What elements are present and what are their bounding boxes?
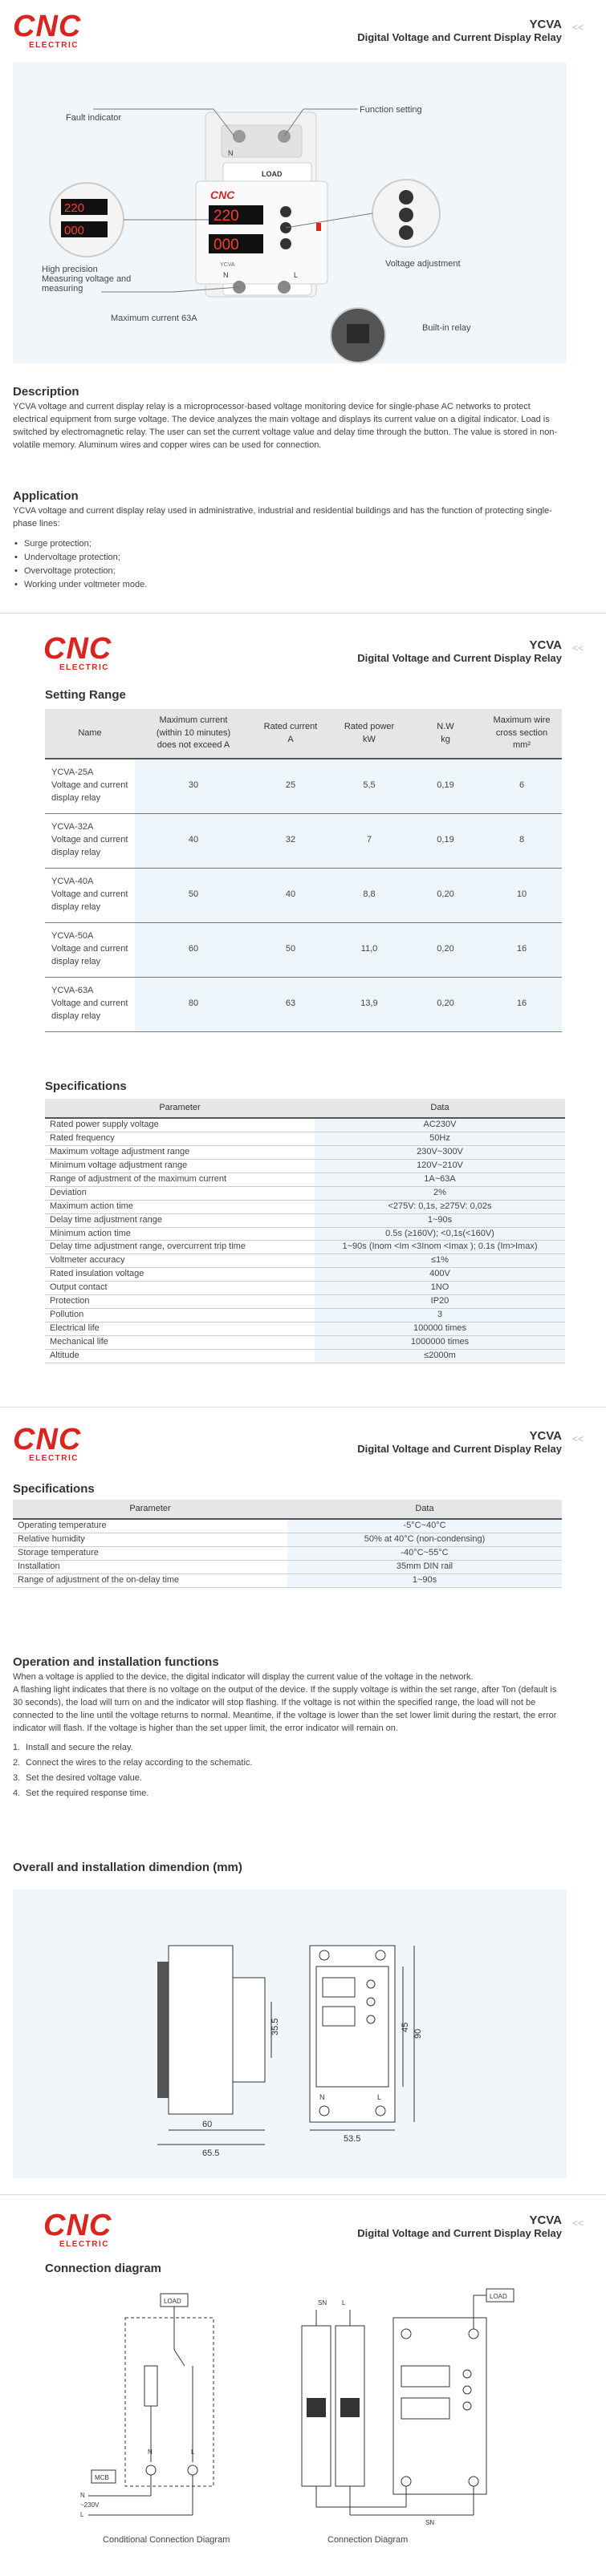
data-cell: 1NO: [315, 1282, 565, 1295]
conn-n-1: N: [148, 2448, 153, 2456]
logo-text: CNC: [43, 632, 112, 666]
logo-text: CNC: [13, 1423, 82, 1456]
list-item: • Surge protection;: [13, 537, 567, 551]
column-header: Parameter: [13, 1500, 287, 1519]
header-2: [0, 613, 606, 672]
table-cell: 13,9: [329, 977, 409, 1031]
table-cell: 16: [482, 977, 562, 1031]
data-cell: ≤1%: [315, 1254, 565, 1268]
data-cell: 3: [315, 1309, 565, 1322]
table-row: [45, 1322, 565, 1336]
operation-text-2: A flashing light indicates that there is no voltage on the output of the device. If the supply voltage is within the set range, after Ton (default is 30 seconds), the load will turn on and the indicator will stop flashing. If the voltage is not within the specified range, the load will not be connected to the line until the voltage returns to normal. Meantime, if the voltage is lower than the set lower limit during the restart, the error indicator will flash. If the voltage is higher than the set upper limit, the error indicator will remain on.: [13, 1685, 557, 1733]
cnc-logo: [43, 634, 132, 670]
dim-90: 90: [413, 2028, 423, 2039]
product-subtitle: Digital Voltage and Current Display Relay: [357, 31, 562, 43]
specifications-table: [45, 1099, 565, 1363]
column-header: N.W kg: [409, 709, 482, 759]
data-cell: -5°C~40°C: [287, 1519, 562, 1533]
table-row: [45, 1309, 565, 1322]
parameter-cell: Voltmeter accuracy: [45, 1254, 315, 1268]
column-header: Data: [315, 1099, 565, 1118]
operation-text-1: When a voltage is applied to the device, the digital indicator will display the current value of the voltage in the network.: [13, 1672, 474, 1682]
zoom-display-2: 000: [64, 224, 85, 237]
table-cell: 0,19: [409, 759, 482, 813]
table-row: [45, 1186, 565, 1200]
device-load-label: LOAD: [262, 170, 283, 178]
table-cell: 0,20: [409, 922, 482, 977]
conn-sn-bottom: SN: [425, 2519, 435, 2526]
setting-range-title: Setting Range: [45, 688, 126, 702]
logo-subtext: ELECTRIC: [29, 41, 79, 50]
data-cell: 1000000 times: [315, 1336, 565, 1350]
column-header: Maximum wire cross section mm²: [482, 709, 562, 759]
table-cell: YCVA-50A Voltage and current display relay: [45, 922, 135, 977]
table-row: [45, 1213, 565, 1227]
data-cell: 120V~210V: [315, 1159, 565, 1173]
parameter-cell: Operating temperature: [13, 1519, 287, 1533]
description-text: YCVA voltage and current display relay is a microprocessor-based voltage monitoring device for single-phase AC networks to protect electrical equipment from surge voltage. The device analyzes the main voltage and displays its current value on a digital indicator. Load is switched by electromagnetic relay. The user can set the current voltage value and delay time through the button. The value is stored in non-volatile memory. Aluminum wires and copper wires can be used for connection.: [13, 402, 558, 450]
display-current: 000: [214, 237, 239, 253]
operation-steps: [13, 1740, 567, 1801]
table-row: [45, 1241, 565, 1254]
data-cell: 0.5s (≥160V); <0,1s(<160V): [315, 1227, 565, 1241]
table-row: [13, 1546, 562, 1560]
list-item: • Overvoltage protection;: [13, 565, 567, 578]
table-row: [13, 1574, 562, 1587]
device-illustration: [13, 63, 567, 363]
cnc-logo: [13, 1424, 101, 1461]
device-n-bottom: N: [223, 271, 229, 279]
column-header: Name: [45, 709, 135, 759]
conn-load-2: LOAD: [490, 2293, 507, 2300]
parameter-cell: Mechanical life: [45, 1336, 315, 1350]
table-row: [45, 1349, 565, 1363]
data-cell: 35mm DIN rail: [287, 1560, 562, 1574]
table-row: [45, 1295, 565, 1309]
caption-connection: Connection Diagram: [327, 2535, 409, 2545]
caption-conditional: Conditional Connection Diagram: [103, 2535, 230, 2545]
specifications-body: [45, 1118, 565, 1363]
table-cell: 25: [252, 759, 329, 813]
callout-maximum-current: Maximum current 63A: [111, 314, 197, 323]
data-cell: 1~90s (Inom <Im <3Inom <Imax ); 0.1s (Im>Imax): [315, 1241, 565, 1254]
dim-n-label: N: [319, 2093, 325, 2101]
conn-l-in: L: [80, 2511, 84, 2518]
dimension-drawing-panel: [13, 1889, 567, 2178]
logo-subtext: ELECTRIC: [29, 1454, 79, 1463]
hero-image-panel: [13, 63, 567, 363]
data-cell: 50% at 40°C (non-condensing): [287, 1533, 562, 1546]
dim-53-5: 53.5: [344, 2134, 361, 2144]
table-row: [45, 1200, 565, 1213]
dim-65-5: 65.5: [202, 2149, 220, 2158]
conn-load-1: LOAD: [164, 2298, 181, 2305]
cnc-logo: [13, 11, 101, 48]
table-cell: YCVA-25A Voltage and current display relay: [45, 759, 135, 813]
conn-sn: SN: [318, 2299, 327, 2307]
column-header: Rated current A: [252, 709, 329, 759]
list-item: 3. Set the desired voltage value.: [13, 1773, 142, 1783]
table-cell: 30: [135, 759, 252, 813]
model-title: YCVA: [529, 2213, 562, 2227]
data-cell: 400V: [315, 1268, 565, 1282]
data-cell: -40°C~55°C: [287, 1546, 562, 1560]
data-cell: 50Hz: [315, 1132, 565, 1145]
table-cell: 50: [252, 922, 329, 977]
table-row: [45, 813, 562, 868]
column-header: Rated power kW: [329, 709, 409, 759]
operation-title: Operation and installation functions: [13, 1655, 219, 1669]
model-title: YCVA: [529, 638, 562, 652]
table-cell: 0,20: [409, 868, 482, 922]
parameter-cell: Output contact: [45, 1282, 315, 1295]
display-voltage: 220: [214, 208, 239, 225]
data-cell: <275V: 0,1s, ≥275V: 0,02s: [315, 1200, 565, 1213]
table-cell: 0,20: [409, 977, 482, 1031]
table-row: [45, 977, 562, 1031]
parameter-cell: Range of adjustment of the maximum current: [45, 1173, 315, 1186]
parameter-cell: Deviation: [45, 1186, 315, 1200]
specifications-title-2: Specifications: [13, 1482, 95, 1496]
table-header-row: [45, 1099, 565, 1118]
table-row: [45, 1145, 565, 1159]
conn-mcb: MCB: [95, 2474, 109, 2481]
table-header-row: [45, 709, 562, 759]
parameter-cell: Altitude: [45, 1349, 315, 1363]
table-cell: 16: [482, 922, 562, 977]
data-cell: ≤2000m: [315, 1349, 565, 1363]
table-row: [45, 1282, 565, 1295]
device-l-bottom: L: [294, 271, 299, 279]
product-subtitle: Digital Voltage and Current Display Relay: [357, 2227, 562, 2239]
table-cell: 5,5: [329, 759, 409, 813]
table-row: [45, 1254, 565, 1268]
callout-high-precision: High precision Measuring voltage and measuring: [42, 265, 132, 294]
data-cell: 1~90s: [315, 1213, 565, 1227]
conn-n-in: N: [80, 2492, 85, 2499]
table-row: [45, 1336, 565, 1350]
conn-sl: L: [342, 2299, 346, 2307]
logo-text: CNC: [43, 2209, 112, 2242]
data-cell: 2%: [315, 1186, 565, 1200]
dim-60: 60: [202, 2120, 213, 2129]
table-cell: 0,19: [409, 813, 482, 868]
double-chevron-icon: <<: [571, 642, 584, 654]
specifications-table-2: [13, 1500, 562, 1588]
logo-text: CNC: [13, 10, 82, 43]
table-row: [13, 1519, 562, 1533]
list-item: 2. Connect the wires to the relay according to the schematic.: [13, 1758, 253, 1768]
parameter-cell: Rated insulation voltage: [45, 1268, 315, 1282]
setting-range-table: [45, 709, 562, 1032]
table-cell: 32: [252, 813, 329, 868]
table-cell: 7: [329, 813, 409, 868]
application-list: [13, 537, 567, 592]
parameter-cell: Range of adjustment of the on-delay time: [13, 1574, 287, 1587]
table-cell: 63: [252, 977, 329, 1031]
product-subtitle: Digital Voltage and Current Display Relay: [357, 652, 562, 664]
table-cell: 60: [135, 922, 252, 977]
table-cell: 8,8: [329, 868, 409, 922]
parameter-cell: Delay time adjustment range: [45, 1213, 315, 1227]
callout-built-in-relay: Built-in relay: [422, 323, 471, 333]
device-model-label: YCVA: [220, 262, 235, 268]
table-cell: 80: [135, 977, 252, 1031]
table-row: [45, 1159, 565, 1173]
data-cell: 1A~63A: [315, 1173, 565, 1186]
dim-35-5: 35.5: [270, 2018, 280, 2035]
double-chevron-icon: <<: [571, 22, 584, 33]
cnc-logo: [43, 2210, 132, 2247]
specifications-title: Specifications: [45, 1079, 127, 1093]
connection-title: Connection diagram: [45, 2262, 162, 2275]
specifications-body-2: [13, 1519, 562, 1587]
column-header: Data: [287, 1500, 562, 1519]
table-cell: 10: [482, 868, 562, 922]
table-row: [45, 1227, 565, 1241]
list-item: • Working under voltmeter mode.: [13, 578, 567, 592]
table-row: [45, 1132, 565, 1145]
section-divider: [0, 2194, 606, 2195]
section-divider: [0, 613, 606, 614]
application-title: Application: [13, 489, 79, 503]
dimension-drawing: [13, 1889, 567, 2178]
device-brand: CNC: [210, 188, 235, 201]
table-row: [45, 759, 562, 813]
data-cell: IP20: [315, 1295, 565, 1309]
data-cell: 230V~300V: [315, 1145, 565, 1159]
table-row: [13, 1560, 562, 1574]
parameter-cell: Installation: [13, 1560, 287, 1574]
callout-fault-indicator: Fault indicator: [66, 113, 122, 123]
parameter-cell: Rated frequency: [45, 1132, 315, 1145]
dim-45: 45: [401, 2022, 410, 2032]
table-row: [45, 1118, 565, 1132]
parameter-cell: Minimum action time: [45, 1227, 315, 1241]
table-cell: YCVA-40A Voltage and current display relay: [45, 868, 135, 922]
table-row: [13, 1533, 562, 1546]
table-cell: 40: [135, 813, 252, 868]
table-cell: 40: [252, 868, 329, 922]
model-title: YCVA: [529, 1429, 562, 1443]
data-cell: 100000 times: [315, 1322, 565, 1336]
column-header: Parameter: [45, 1099, 315, 1118]
table-header-row: [13, 1500, 562, 1519]
conn-v-in: ~230V: [80, 2501, 100, 2509]
conn-l-1: L: [191, 2448, 195, 2456]
zoom-display-1: 220: [64, 201, 85, 215]
parameter-cell: Protection: [45, 1295, 315, 1309]
table-row: [45, 1173, 565, 1186]
model-title: YCVA: [529, 18, 562, 31]
table-cell: YCVA-63A Voltage and current display relay: [45, 977, 135, 1031]
parameter-cell: Maximum action time: [45, 1200, 315, 1213]
parameter-cell: Maximum voltage adjustment range: [45, 1145, 315, 1159]
table-cell: 6: [482, 759, 562, 813]
parameter-cell: Delay time adjustment range, overcurrent trip time: [45, 1241, 315, 1254]
header-4: [0, 2194, 606, 2250]
double-chevron-icon: <<: [571, 1433, 584, 1444]
dim-l-label: L: [377, 2093, 382, 2101]
table-row: [45, 1268, 565, 1282]
parameter-cell: Storage temperature: [13, 1546, 287, 1560]
application-text: YCVA voltage and current display relay used in administrative, industrial and residential buildings and has the function of protecting single-phase lines:: [13, 506, 552, 529]
connection-diagram: [80, 2286, 530, 2526]
parameter-cell: Rated power supply voltage: [45, 1118, 315, 1132]
table-row: [45, 868, 562, 922]
dimension-title: Overall and installation dimendion (mm): [13, 1861, 242, 1874]
parameter-cell: Relative humidity: [13, 1533, 287, 1546]
product-subtitle: Digital Voltage and Current Display Relay: [357, 1443, 562, 1455]
data-cell: 1~90s: [287, 1574, 562, 1587]
header-3: [0, 1407, 606, 1463]
parameter-cell: Pollution: [45, 1309, 315, 1322]
list-item: • Undervoltage protection;: [13, 551, 567, 565]
data-cell: AC230V: [315, 1118, 565, 1132]
parameter-cell: Electrical life: [45, 1322, 315, 1336]
parameter-cell: Minimum voltage adjustment range: [45, 1159, 315, 1173]
table-cell: 50: [135, 868, 252, 922]
double-chevron-icon: <<: [571, 2218, 584, 2229]
callout-voltage-adjustment: Voltage adjustment: [385, 259, 461, 269]
description-title: Description: [13, 385, 79, 399]
list-item: 4. Set the required response time.: [13, 1788, 149, 1798]
header-1: [0, 0, 606, 56]
logo-subtext: ELECTRIC: [59, 663, 109, 672]
table-cell: YCVA-32A Voltage and current display relay: [45, 813, 135, 868]
table-cell: 11,0: [329, 922, 409, 977]
table-row: [45, 922, 562, 977]
callout-function-setting: Function setting: [360, 105, 422, 115]
table-cell: 8: [482, 813, 562, 868]
column-header: Maximum current (within 10 minutes) does not exceed A: [135, 709, 252, 759]
logo-subtext: ELECTRIC: [59, 2240, 109, 2249]
device-n-top: N: [228, 149, 234, 157]
list-item: 1. Install and secure the relay.: [13, 1743, 133, 1752]
